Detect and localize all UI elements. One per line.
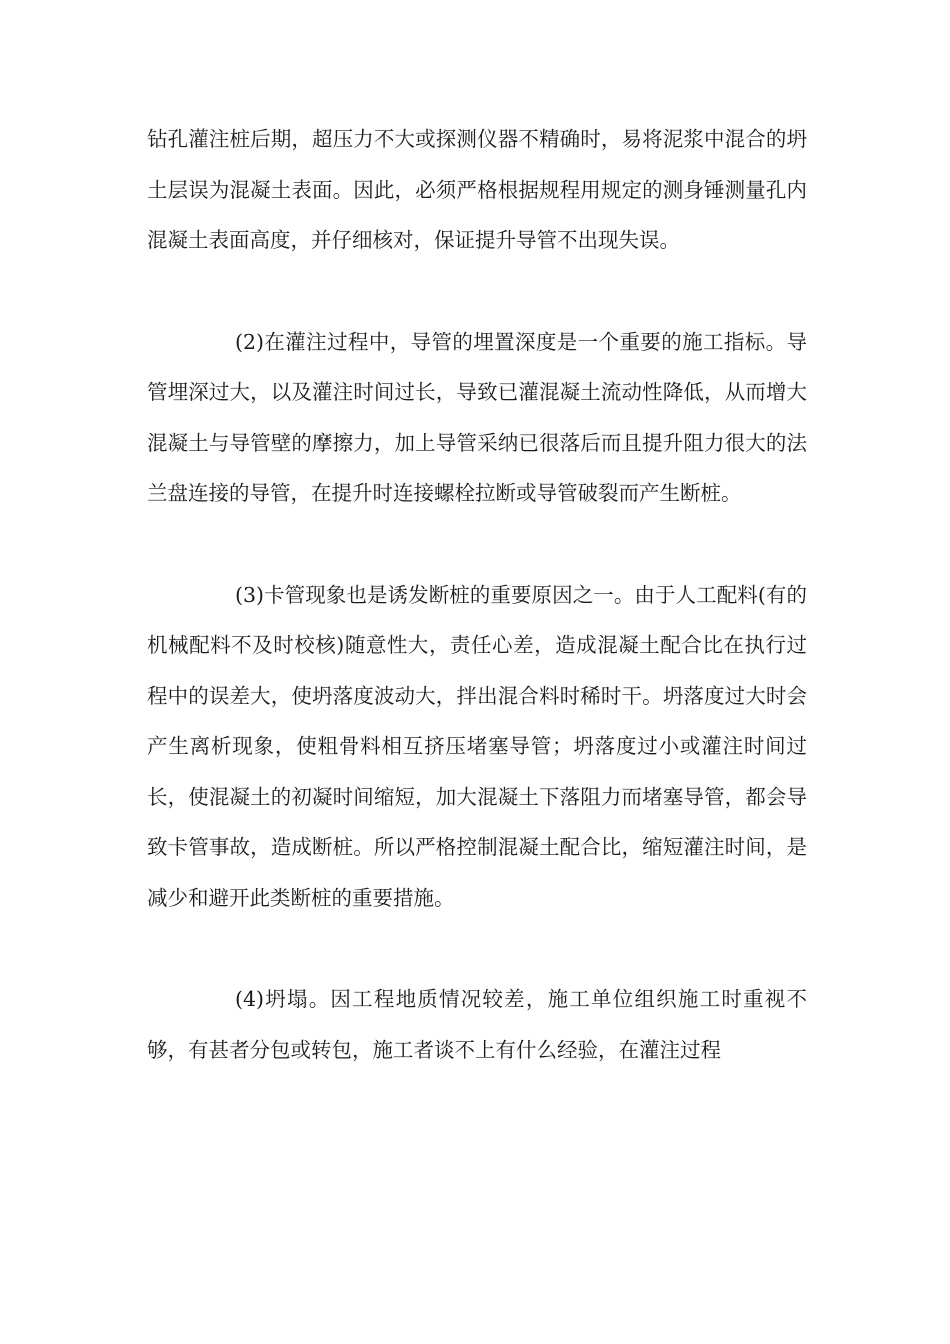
paragraph-2: (2)在灌注过程中，导管的埋置深度是一个重要的施工指标。导管埋深过大，以及灌注时间过长，导致已灌混凝土流动性降低，从而增大混凝土与导管壁的摩擦力，加上导管采纳已很落后而且提升阻力很大的法兰盘连接的导管，在提升时连接螺栓拉断或导管破裂而产生断桩。 xyxy=(147,329,807,505)
paragraph-1: 钻孔灌注桩后期，超压力不大或探测仪器不精确时，易将泥浆中混合的坍土层误为混凝土表面。因此，必须严格根据规程用规定的测身锤测量孔内混凝土表面高度，并仔细核对，保证提升导管不出现失误。 xyxy=(147,127,807,252)
paragraph-4: (4)坍塌。因工程地质情况较差，施工单位组织施工时重视不够，有甚者分包或转包，施工者谈不上有什么经验，在灌注过程 xyxy=(147,987,807,1062)
document-body xyxy=(147,114,807,1075)
paragraph-3: (3)卡管现象也是诱发断桩的重要原因之一。由于人工配料(有的机械配料不及时校核)随意性大，责任心差，造成混凝土配合比在执行过程中的误差大，使坍落度波动大，拌出混合料时稀时干。坍落度过大时会产生离析现象，使粗骨料相互挤压堵塞导管；坍落度过小或灌注时间过长，使混凝土的初凝时间缩短，加大混凝土下落阻力而堵塞导管，都会导致卡管事故，造成断桩。所以严格控制混凝土配合比，缩短灌注时间，是减少和避开此类断桩的重要措施。 xyxy=(147,582,807,910)
